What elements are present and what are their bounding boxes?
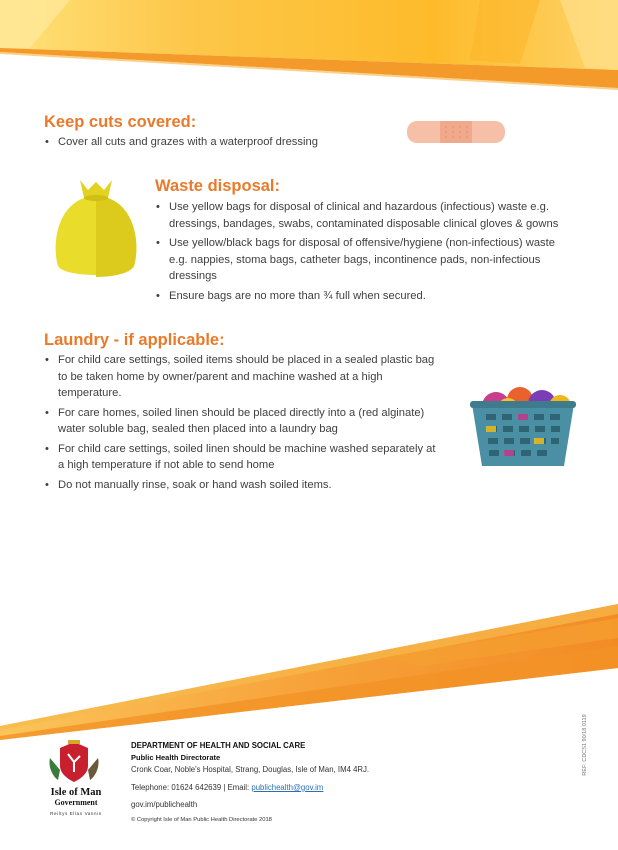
bottom-banner-graphic xyxy=(0,598,618,748)
heading-waste-disposal: Waste disposal: xyxy=(155,177,280,195)
footer-directorate: Public Health Directorate xyxy=(131,753,221,762)
footer-website-link[interactable]: gov.im/publichealth xyxy=(131,800,198,809)
footer-telephone: Telephone: 01624 642639 | Email: xyxy=(131,783,252,792)
cuts-list xyxy=(44,134,384,154)
logo-subtitle: Government xyxy=(54,798,98,807)
list-item: • Ensure bags are no more than ¾ full when secured. xyxy=(155,288,567,305)
heading-keep-cuts-covered: Keep cuts covered: xyxy=(44,113,197,131)
heading-laundry: Laundry - if applicable: xyxy=(44,331,225,349)
waste-list xyxy=(155,199,567,307)
reference-code: REF: CDCS1 90/18 0119 xyxy=(582,714,588,776)
isle-of-man-crest-icon xyxy=(46,740,102,786)
footer-copyright: © Copyright Isle of Man Public Health Directorate 2018 xyxy=(131,817,272,823)
list-item: • Cover all cuts and grazes with a waterproof dressing xyxy=(44,134,384,151)
footer-department: DEPARTMENT OF HEALTH AND SOCIAL CARE xyxy=(131,741,306,750)
list-item: • Use yellow/black bags for disposal of offensive/hygiene (non-infectious) waste e.g. nappies, stoma bags, catheter bags, incontinence pads, non-infectious dressings xyxy=(155,235,567,285)
logo-title: Isle of Man xyxy=(50,787,102,798)
footer-email-link[interactable]: publichealth@gov.im xyxy=(251,783,324,792)
list-item: • Do not manually rinse, soak or hand wash soiled items. xyxy=(44,477,444,494)
list-item: • Use yellow bags for disposal of clinical and hazardous (infectious) waste e.g. dressings, bandages, swabs, contaminated disposable clinical gloves & gowns xyxy=(155,199,567,232)
footer-contact xyxy=(131,783,323,792)
list-item: • For child care settings, soiled items should be placed in a sealed plastic bag to be taken home by owner/parent and machine washed at a high temperature. xyxy=(44,352,444,402)
laundry-list xyxy=(44,352,444,496)
footer-address: Cronk Coar, Noble's Hospital, Strang, Douglas, Isle of Man, IM4 4RJ. xyxy=(131,765,370,774)
plaster-icon xyxy=(406,118,506,146)
list-item: • For child care settings, soiled linen should be machine washed separately at a high temperature if not able to send home xyxy=(44,441,444,474)
yellow-waste-bag-icon xyxy=(50,176,142,280)
top-banner-graphic xyxy=(0,0,618,95)
laundry-basket-icon xyxy=(468,386,578,468)
logo-motto: Reiltys Ellan Vannin xyxy=(50,811,102,816)
list-item: • For care homes, soiled linen should be placed directly into a (red alginate) water soluble bag, sealed then placed into a laundry bag xyxy=(44,405,444,438)
